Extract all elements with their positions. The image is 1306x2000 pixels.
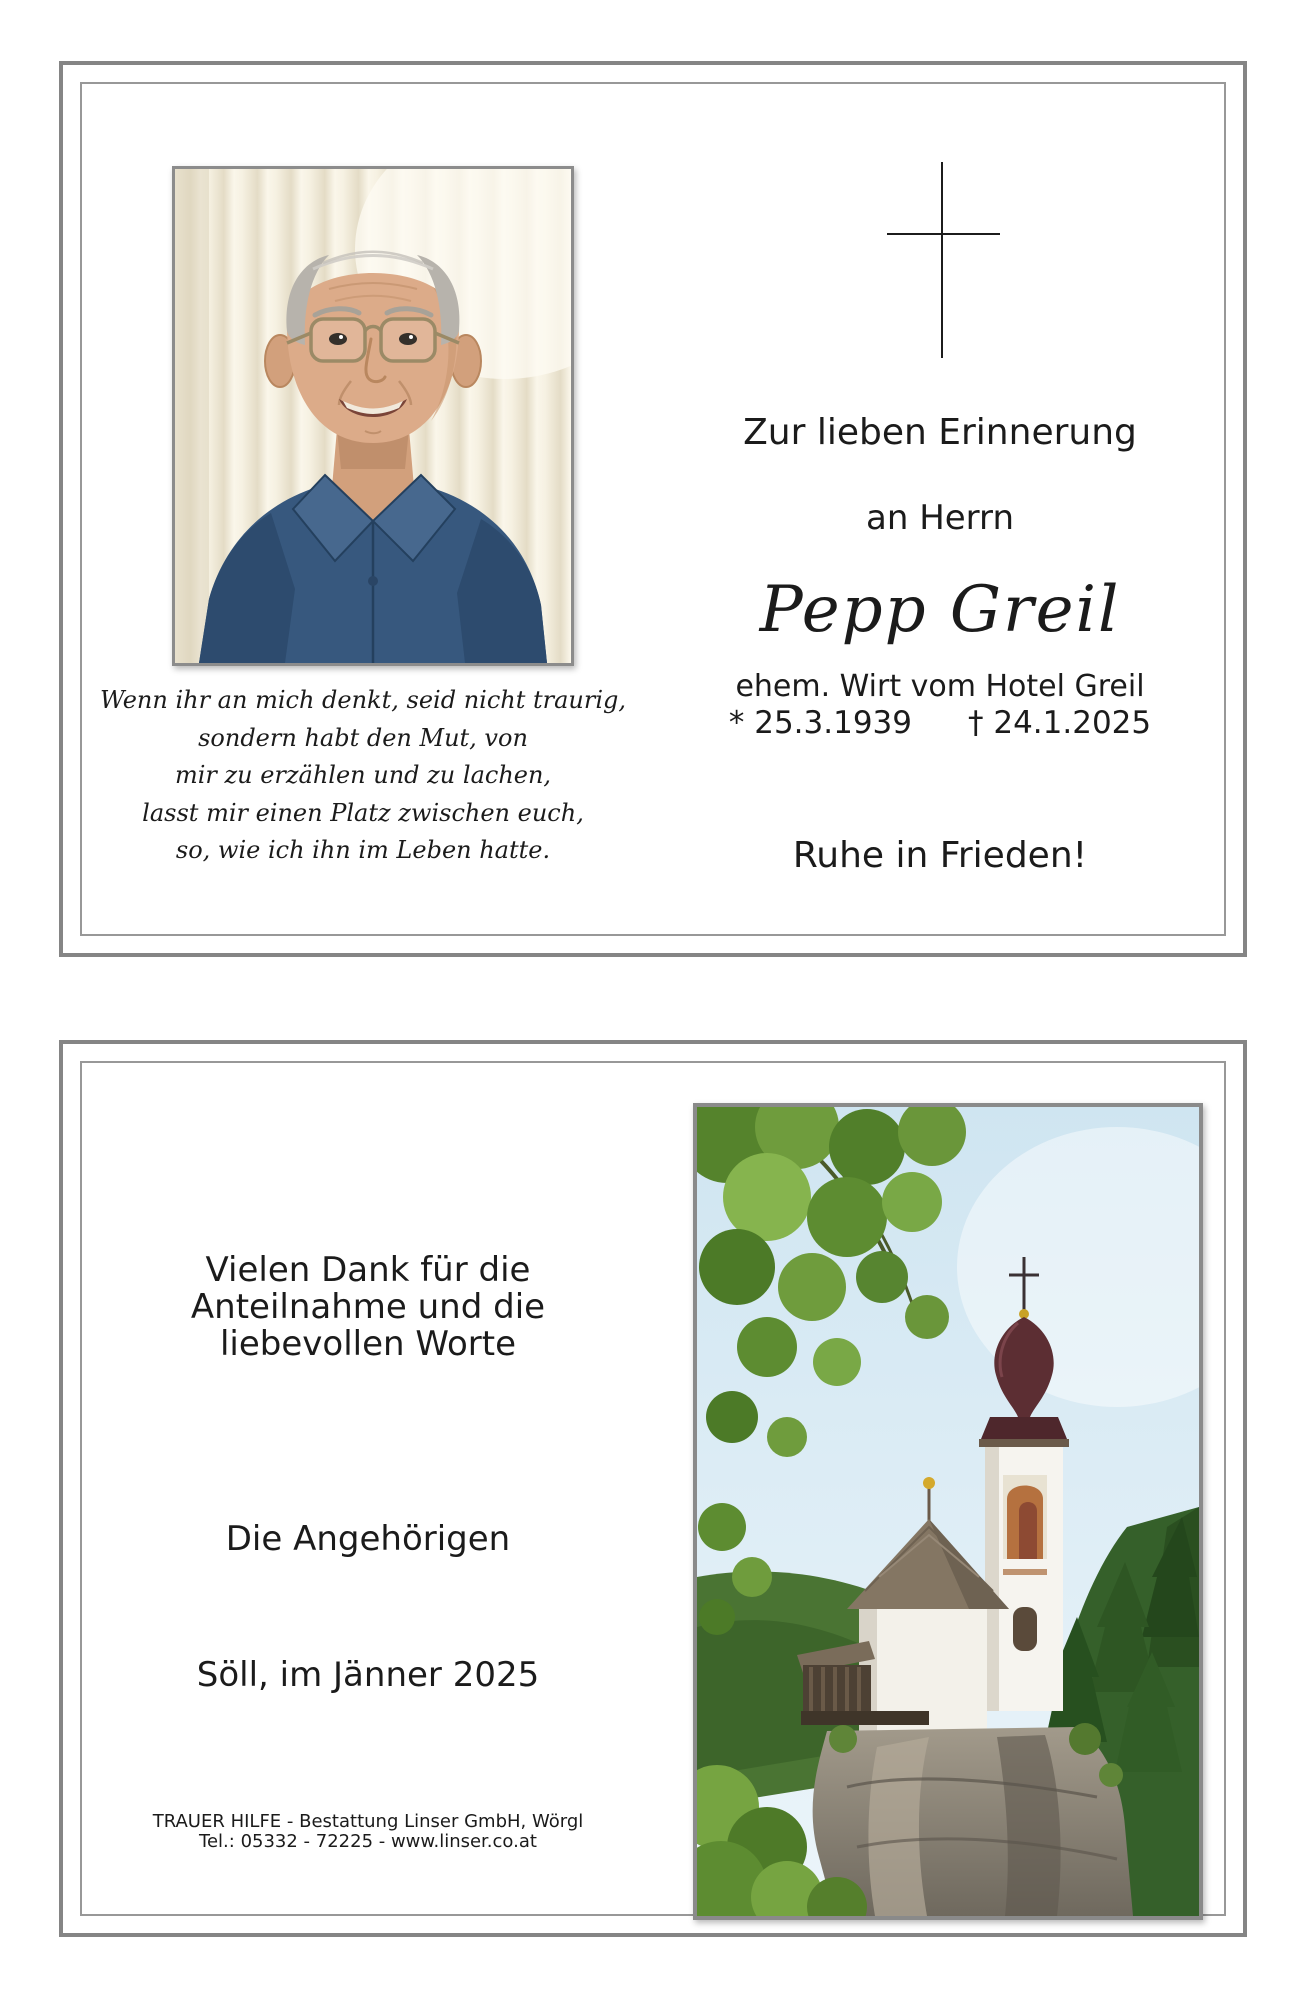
salutation: an Herrn bbox=[866, 498, 1014, 538]
memorial-card-front bbox=[59, 61, 1247, 957]
back-left-column bbox=[118, 1044, 618, 1933]
front-right-column bbox=[590, 65, 1290, 953]
thanks-text bbox=[118, 1252, 618, 1363]
death-date: † 24.1.2025 bbox=[968, 705, 1152, 741]
deceased-subtitle: ehem. Wirt vom Hotel Greil bbox=[735, 669, 1145, 704]
portrait-photo bbox=[172, 166, 574, 666]
family-signature: Die Angehörigen bbox=[225, 1519, 511, 1559]
birth-date: * 25.3.1939 bbox=[728, 705, 912, 741]
closing-phrase: Ruhe in Frieden! bbox=[792, 835, 1088, 876]
thanks-line: Vielen Dank für die bbox=[205, 1250, 531, 1290]
poem-line: Wenn ihr an mich denkt, seid nicht traurig, bbox=[99, 686, 627, 714]
memorial-poem bbox=[73, 682, 653, 870]
deceased-name: Pepp Greil bbox=[759, 573, 1121, 647]
place-and-date: Söll, im Jänner 2025 bbox=[196, 1655, 540, 1695]
thanks-line: liebevollen Worte bbox=[219, 1324, 517, 1364]
memorial-intro: Zur lieben Erinnerung bbox=[743, 412, 1137, 453]
rock-outcrop bbox=[813, 1723, 1133, 1916]
funeral-home-line: Tel.: 05332 - 72225 - www.linser.co.at bbox=[199, 1830, 537, 1852]
poem-line: sondern habt den Mut, von bbox=[198, 723, 528, 752]
life-dates bbox=[590, 705, 1290, 741]
funeral-home-line: TRAUER HILFE - Bestattung Linser GmbH, Wörgl bbox=[152, 1811, 584, 1832]
poem-line: so, wie ich ihn im Leben hatte. bbox=[175, 836, 551, 864]
chapel-illustration bbox=[697, 1107, 1199, 1916]
funeral-home-info bbox=[118, 1812, 618, 1851]
memorial-card-back bbox=[59, 1040, 1247, 1937]
portrait-illustration bbox=[175, 169, 571, 663]
chapel-photo bbox=[693, 1103, 1203, 1920]
thanks-line: Anteilnahme und die bbox=[190, 1287, 546, 1327]
poem-line: lasst mir einen Platz zwischen euch, bbox=[142, 798, 584, 827]
poem-line: mir zu erzählen und zu lachen, bbox=[174, 761, 552, 789]
